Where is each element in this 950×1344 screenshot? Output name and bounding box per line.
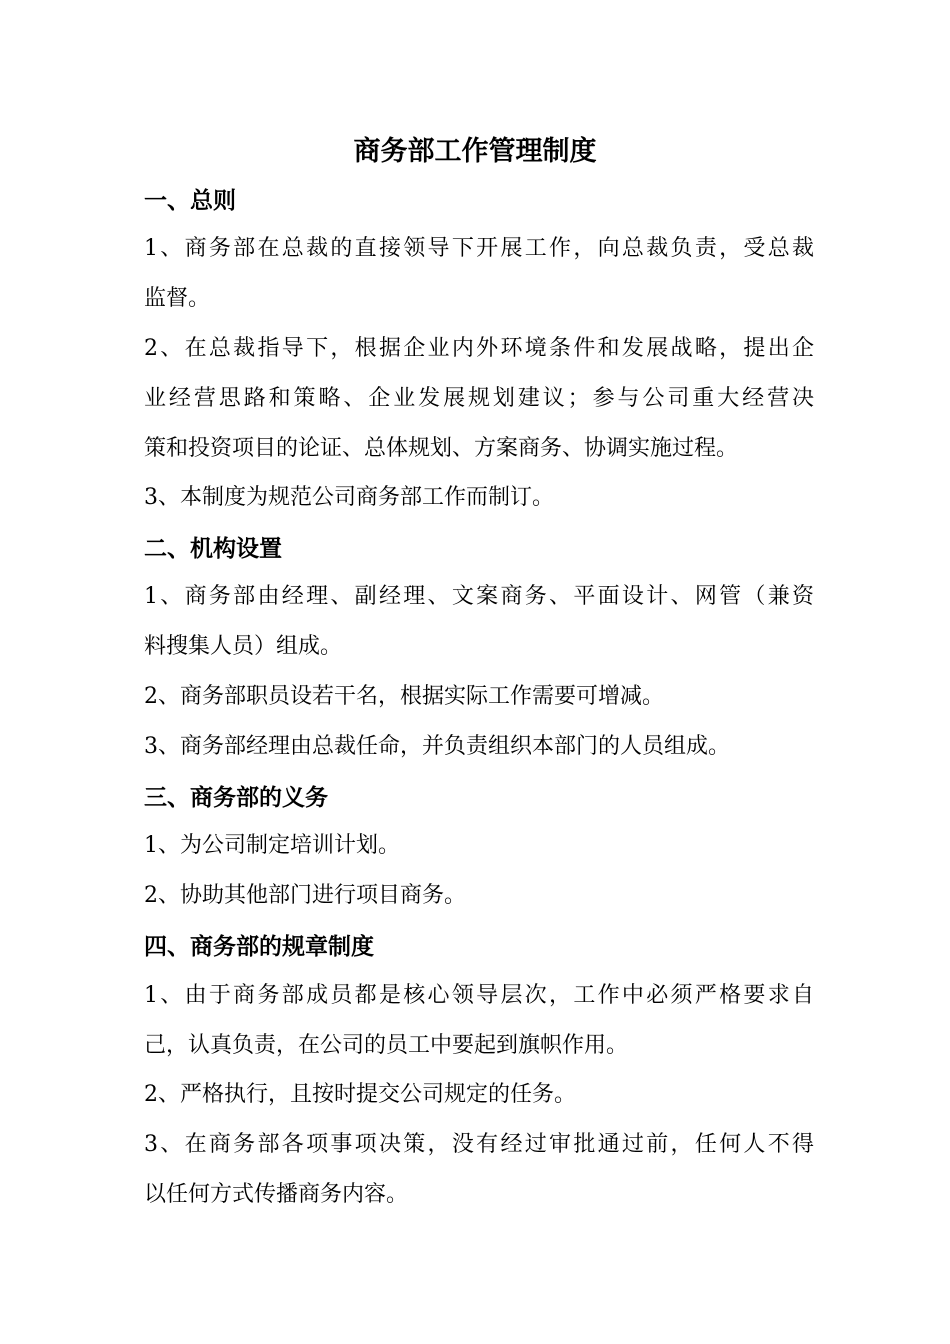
paragraph-line: 1、商务部由经理、副经理、文案商务、平面设计、网管（兼资 — [144, 584, 814, 609]
section-heading-obligations: 三、商务部的义务 — [144, 785, 328, 811]
paragraph-line: 1、商务部在总裁的直接领导下开展工作，向总裁负责，受总裁 — [144, 236, 814, 261]
paragraph-line: 3、本制度为规范公司商务部工作而制订。 — [144, 485, 554, 510]
paragraph-line: 2、协助其他部门进行项目商务。 — [144, 883, 466, 908]
paragraph-line: 2、在总裁指导下，根据企业内外环境条件和发展战略，提出企 — [144, 336, 814, 361]
paragraph-line: 己，认真负责，在公司的员工中要起到旗帜作用。 — [144, 1033, 629, 1058]
paragraph-line: 3、在商务部各项事项决策，没有经过审批通过前，任何人不得 — [144, 1132, 814, 1157]
section-heading-regulations: 四、商务部的规章制度 — [144, 934, 374, 960]
section-heading-organization: 二、机构设置 — [144, 536, 282, 562]
paragraph-line: 1、为公司制定培训计划。 — [144, 833, 400, 858]
paragraph-line: 3、商务部经理由总裁任命，并负责组织本部门的人员组成。 — [144, 734, 730, 759]
paragraph-line: 料搜集人员）组成。 — [144, 634, 343, 659]
paragraph-line: 监督。 — [144, 286, 211, 311]
paragraph-line: 2、严格执行，且按时提交公司规定的任务。 — [144, 1082, 576, 1107]
document-title: 商务部工作管理制度 — [353, 136, 597, 167]
paragraph-line: 1、由于商务部成员都是核心领导层次，工作中必须严格要求自 — [144, 983, 814, 1008]
section-heading-general: 一、总则 — [144, 188, 236, 214]
paragraph-line: 策和投资项目的论证、总体规划、方案商务、协调实施过程。 — [144, 436, 739, 461]
paragraph-line: 2、商务部职员设若干名，根据实际工作需要可增减。 — [144, 684, 664, 709]
paragraph-line: 业经营思路和策略、企业发展规划建议；参与公司重大经营决 — [144, 386, 814, 411]
paragraph-line: 以任何方式传播商务内容。 — [144, 1182, 409, 1207]
